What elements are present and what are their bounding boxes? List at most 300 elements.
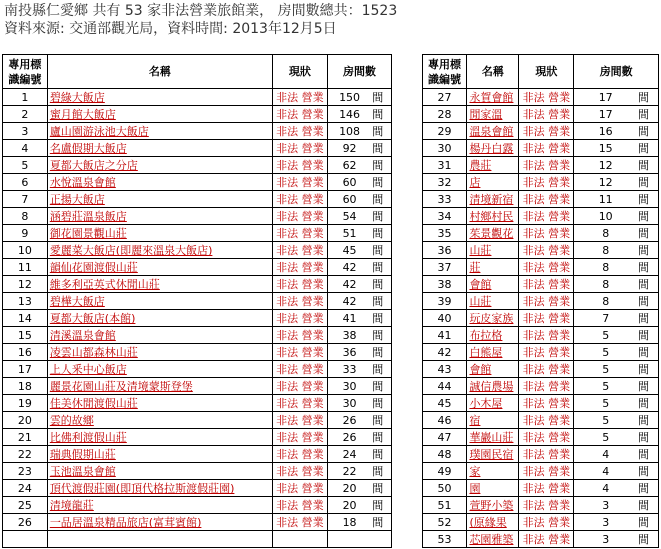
table-row — [3, 89, 659, 106]
hotel-name-link[interactable]: 名盧假期大飯店 — [47, 140, 272, 157]
room-unit: 間 — [371, 174, 391, 191]
row-id: 50 — [422, 480, 467, 497]
room-count: 5 — [574, 395, 637, 412]
status-text: 非法 營業 — [519, 106, 574, 123]
status-text: 非法 營業 — [519, 123, 574, 140]
row-id: 11 — [3, 259, 48, 276]
status-text: 非法 營業 — [272, 446, 327, 463]
row-id: 17 — [3, 361, 48, 378]
left-empty-cell — [47, 531, 272, 548]
hotel-name-link[interactable]: 佳美休閒渡假山莊 — [47, 395, 272, 412]
hotel-table — [2, 54, 659, 548]
status-text: 非法 營業 — [519, 140, 574, 157]
status-text: 非法 營業 — [272, 106, 327, 123]
hotel-name-link[interactable]: 蜜月館大飯店 — [47, 106, 272, 123]
room-count: 146 — [327, 106, 371, 123]
room-count: 42 — [327, 293, 371, 310]
room-unit: 間 — [637, 531, 658, 548]
status-text: 非法 營業 — [272, 514, 327, 531]
status-text: 非法 營業 — [272, 361, 327, 378]
status-text: 非法 營業 — [519, 191, 574, 208]
hotel-name-link[interactable]: 玉池溫泉會館 — [47, 463, 272, 480]
room-unit: 間 — [371, 463, 391, 480]
room-unit: 間 — [371, 378, 391, 395]
room-unit: 間 — [637, 242, 658, 259]
status-text: 非法 營業 — [519, 480, 574, 497]
table-body — [3, 89, 659, 548]
hotel-name-link[interactable]: 夏都大飯店(本館) — [47, 310, 272, 327]
status-text: 非法 營業 — [272, 412, 327, 429]
hotel-name-link[interactable]: 頂代渡假莊園(即頂代格拉斯渡假莊園) — [47, 480, 272, 497]
room-unit: 間 — [371, 123, 391, 140]
room-unit: 間 — [371, 276, 391, 293]
status-text: 非法 營業 — [272, 429, 327, 446]
room-count: 26 — [327, 429, 371, 446]
status-text: 非法 營業 — [272, 174, 327, 191]
column-spacer — [392, 497, 423, 514]
table-row — [3, 429, 659, 446]
room-unit: 間 — [371, 429, 391, 446]
status-text: 非法 營業 — [272, 310, 327, 327]
room-unit: 間 — [371, 497, 391, 514]
row-id: 47 — [422, 429, 467, 446]
hotel-name-link[interactable]: 楊丹白露 — [467, 140, 519, 157]
room-count: 18 — [327, 514, 371, 531]
table-row — [3, 361, 659, 378]
table-row — [3, 412, 659, 429]
column-spacer — [392, 140, 423, 157]
hotel-name-link[interactable]: 農莊 — [467, 157, 519, 174]
room-unit: 間 — [637, 259, 658, 276]
room-count: 38 — [327, 327, 371, 344]
table-row — [3, 344, 659, 361]
room-count: 12 — [574, 157, 637, 174]
hotel-name-link[interactable]: 清境龍莊 — [47, 497, 272, 514]
hotel-name-link[interactable]: 夏都大飯店之分店 — [47, 157, 272, 174]
room-count: 5 — [574, 361, 637, 378]
table-row — [3, 327, 659, 344]
row-id: 52 — [422, 514, 467, 531]
hotel-name-link[interactable]: 上人釆中心飯店 — [47, 361, 272, 378]
room-count: 41 — [327, 310, 371, 327]
room-count: 54 — [327, 208, 371, 225]
room-count: 60 — [327, 174, 371, 191]
status-text: 非法 營業 — [272, 344, 327, 361]
row-id: 1 — [3, 89, 48, 106]
room-unit: 間 — [637, 89, 658, 106]
hotel-name-link[interactable]: 白熊屋 — [467, 344, 519, 361]
status-text: 非法 營業 — [272, 191, 327, 208]
table-row — [3, 123, 659, 140]
column-spacer — [392, 106, 423, 123]
status-text: 非法 營業 — [519, 89, 574, 106]
table-row — [3, 446, 659, 463]
column-spacer — [392, 327, 423, 344]
hotel-name-link[interactable]: 麗景花園山莊及清境蒙斯登堡 — [47, 378, 272, 395]
status-text: 非法 營業 — [272, 293, 327, 310]
hotel-name-link[interactable]: 凌雲山都森林山莊 — [47, 344, 272, 361]
room-count: 5 — [574, 378, 637, 395]
room-unit: 間 — [371, 140, 391, 157]
hotel-name-link[interactable]: 玩皮家族 — [467, 310, 519, 327]
room-count: 17 — [574, 89, 637, 106]
table-row — [3, 463, 659, 480]
room-unit: 間 — [637, 463, 658, 480]
column-spacer — [392, 89, 423, 106]
row-id: 35 — [422, 225, 467, 242]
hotel-name-link[interactable]: 村鄉村民 — [467, 208, 519, 225]
data-source: 資料來源: 交通部觀光局，資料時間: 2013年12月5日 — [4, 21, 337, 37]
room-count: 8 — [574, 276, 637, 293]
room-unit: 間 — [637, 378, 658, 395]
status-text: 非法 營業 — [519, 378, 574, 395]
column-spacer — [392, 242, 423, 259]
table-row — [3, 242, 659, 259]
room-unit: 間 — [371, 89, 391, 106]
room-count: 36 — [327, 344, 371, 361]
room-unit: 間 — [371, 344, 391, 361]
row-id: 29 — [422, 123, 467, 140]
hotel-name-link[interactable]: 御花園景觀山莊 — [47, 225, 272, 242]
hotel-name-link[interactable]: 會館 — [467, 361, 519, 378]
hotel-name-link[interactable]: 溫泉會館 — [467, 123, 519, 140]
hotel-name-link[interactable]: 碧綠大飯店 — [47, 89, 272, 106]
room-unit: 間 — [637, 497, 658, 514]
room-count: 10 — [574, 208, 637, 225]
hotel-name-link[interactable]: 芯園雅築 — [467, 531, 519, 548]
room-unit: 間 — [637, 429, 658, 446]
column-spacer — [392, 395, 423, 412]
hotel-name-link[interactable]: 清境新宿 — [467, 191, 519, 208]
hotel-name-link[interactable]: 小木屋 — [467, 395, 519, 412]
room-unit: 間 — [371, 242, 391, 259]
room-count: 108 — [327, 123, 371, 140]
row-id: 38 — [422, 276, 467, 293]
row-id: 40 — [422, 310, 467, 327]
room-unit: 間 — [637, 293, 658, 310]
status-text: 非法 營業 — [519, 395, 574, 412]
hotel-name-link[interactable]: 維多利亞英式休閒山莊 — [47, 276, 272, 293]
column-spacer — [392, 429, 423, 446]
col-status-header-right: 現狀 — [519, 55, 574, 89]
row-id: 20 — [3, 412, 48, 429]
row-id: 13 — [3, 293, 48, 310]
status-text: 非法 營業 — [519, 463, 574, 480]
room-unit: 間 — [637, 123, 658, 140]
room-count: 30 — [327, 378, 371, 395]
room-unit: 間 — [371, 191, 391, 208]
hotel-name-link[interactable]: 華巖山莊 — [467, 429, 519, 446]
row-id: 12 — [3, 276, 48, 293]
row-id: 24 — [3, 480, 48, 497]
room-unit: 間 — [371, 157, 391, 174]
row-id: 22 — [3, 446, 48, 463]
room-count: 15 — [574, 140, 637, 157]
hotel-name-link[interactable]: 水悅溫泉會館 — [47, 174, 272, 191]
hotel-name-link[interactable]: 山莊 — [467, 242, 519, 259]
hotel-name-link[interactable]: 愛麗菜大飯店(即麗來溫泉大飯店) — [47, 242, 272, 259]
status-text: 非法 營業 — [519, 310, 574, 327]
left-empty-cell — [3, 531, 48, 548]
status-text: 非法 營業 — [272, 140, 327, 157]
status-text: 非法 營業 — [519, 446, 574, 463]
room-unit: 間 — [637, 140, 658, 157]
col-rooms-header-right: 房間數 — [574, 55, 659, 89]
row-id: 46 — [422, 412, 467, 429]
room-count: 11 — [574, 191, 637, 208]
row-id: 25 — [3, 497, 48, 514]
hotel-name-link[interactable]: 園 — [467, 480, 519, 497]
table-header-row — [3, 55, 659, 89]
room-unit: 間 — [371, 106, 391, 123]
row-id: 7 — [3, 191, 48, 208]
room-unit: 間 — [637, 191, 658, 208]
row-id: 10 — [3, 242, 48, 259]
column-spacer — [392, 480, 423, 497]
row-id: 28 — [422, 106, 467, 123]
column-spacer — [392, 293, 423, 310]
col-status-header: 現狀 — [272, 55, 327, 89]
hotel-name-link[interactable]: 誠信農場 — [467, 378, 519, 395]
room-unit: 間 — [637, 276, 658, 293]
table-row — [3, 276, 659, 293]
column-spacer — [392, 531, 423, 548]
room-unit: 間 — [637, 174, 658, 191]
column-spacer — [392, 361, 423, 378]
row-id: 26 — [3, 514, 48, 531]
column-spacer — [392, 412, 423, 429]
table-row — [3, 157, 659, 174]
room-unit: 間 — [637, 208, 658, 225]
hotel-name-link[interactable]: 一品居溫泉精品旅店(富茸賓館) — [47, 514, 272, 531]
row-id: 37 — [422, 259, 467, 276]
room-unit: 間 — [371, 225, 391, 242]
table-row — [3, 106, 659, 123]
hotel-name-link[interactable]: 山莊 — [467, 293, 519, 310]
status-text: 非法 營業 — [272, 123, 327, 140]
column-spacer — [392, 225, 423, 242]
status-text: 非法 營業 — [519, 327, 574, 344]
row-id: 53 — [422, 531, 467, 548]
row-id: 30 — [422, 140, 467, 157]
room-count: 5 — [574, 412, 637, 429]
hotel-name-link[interactable]: 瑞典假期山莊 — [47, 446, 272, 463]
status-text: 非法 營業 — [272, 276, 327, 293]
page-title: 南投縣仁愛鄉 共有 53 家非法營業旅館業， 房間數總共：1523 — [4, 3, 398, 19]
status-text: 非法 營業 — [272, 395, 327, 412]
room-unit: 間 — [637, 361, 658, 378]
hotel-name-link[interactable]: (原緣果 — [467, 514, 519, 531]
room-count: 8 — [574, 259, 637, 276]
status-text: 非法 營業 — [272, 259, 327, 276]
row-id: 4 — [3, 140, 48, 157]
room-unit: 間 — [371, 327, 391, 344]
status-text: 非法 營業 — [519, 531, 574, 548]
col-rooms-header: 房間數 — [327, 55, 391, 89]
status-text: 非法 營業 — [519, 497, 574, 514]
table-row — [3, 208, 659, 225]
room-count: 8 — [574, 242, 637, 259]
hotel-name-link[interactable]: 萱野小築 — [467, 497, 519, 514]
column-spacer — [392, 276, 423, 293]
table-row — [3, 531, 659, 548]
room-unit: 間 — [637, 310, 658, 327]
status-text: 非法 營業 — [272, 497, 327, 514]
room-count: 3 — [574, 514, 637, 531]
room-count: 30 — [327, 395, 371, 412]
row-id: 19 — [3, 395, 48, 412]
table-row — [3, 514, 659, 531]
row-id: 42 — [422, 344, 467, 361]
hotel-name-link[interactable]: 永賀會館 — [467, 89, 519, 106]
row-id: 32 — [422, 174, 467, 191]
column-spacer — [392, 259, 423, 276]
hotel-name-link[interactable]: 碧樺大飯店 — [47, 293, 272, 310]
row-id: 43 — [422, 361, 467, 378]
column-spacer — [392, 463, 423, 480]
room-unit: 間 — [637, 446, 658, 463]
status-text: 非法 營業 — [519, 208, 574, 225]
hotel-name-link[interactable]: 莊 — [467, 259, 519, 276]
status-text: 非法 營業 — [272, 463, 327, 480]
room-count: 20 — [327, 480, 371, 497]
table-row — [3, 174, 659, 191]
room-count: 60 — [327, 191, 371, 208]
row-id: 2 — [3, 106, 48, 123]
room-unit: 間 — [371, 514, 391, 531]
left-empty-cell — [371, 531, 391, 548]
room-count: 42 — [327, 276, 371, 293]
status-text: 非法 營業 — [519, 429, 574, 446]
hotel-name-link[interactable]: 布拉格 — [467, 327, 519, 344]
room-count: 33 — [327, 361, 371, 378]
status-text: 非法 營業 — [519, 225, 574, 242]
hotel-name-link[interactable]: 廬山園游泳池大飯店 — [47, 123, 272, 140]
column-spacer — [392, 55, 423, 89]
room-unit: 間 — [637, 514, 658, 531]
status-text: 非法 營業 — [272, 480, 327, 497]
row-id: 27 — [422, 89, 467, 106]
hotel-name-link[interactable]: 韻仙花園渡假山莊 — [47, 259, 272, 276]
status-text: 非法 營業 — [519, 276, 574, 293]
status-text: 非法 營業 — [519, 174, 574, 191]
hotel-name-link[interactable]: 宿 — [467, 412, 519, 429]
table-row — [3, 259, 659, 276]
room-count: 12 — [574, 174, 637, 191]
room-unit: 間 — [371, 395, 391, 412]
column-spacer — [392, 310, 423, 327]
col-id-header-right: 專用標識編號 — [422, 55, 467, 89]
room-unit: 間 — [371, 412, 391, 429]
row-id: 3 — [3, 123, 48, 140]
row-id: 9 — [3, 225, 48, 242]
row-id: 14 — [3, 310, 48, 327]
row-id: 41 — [422, 327, 467, 344]
row-id: 15 — [3, 327, 48, 344]
room-unit: 間 — [371, 480, 391, 497]
hotel-name-link[interactable]: 家 — [467, 463, 519, 480]
col-id-header: 專用標識編號 — [3, 55, 48, 89]
column-spacer — [392, 174, 423, 191]
row-id: 51 — [422, 497, 467, 514]
status-text: 非法 營業 — [519, 157, 574, 174]
status-text: 非法 營業 — [272, 157, 327, 174]
page-header — [4, 2, 397, 38]
status-text: 非法 營業 — [272, 378, 327, 395]
table-row — [3, 310, 659, 327]
hotel-name-link[interactable]: 雲的故鄉 — [47, 412, 272, 429]
hotel-name-link[interactable]: 茱景觀花 — [467, 225, 519, 242]
room-unit: 間 — [371, 293, 391, 310]
row-id: 8 — [3, 208, 48, 225]
status-text: 非法 營業 — [272, 327, 327, 344]
status-text: 非法 營業 — [519, 514, 574, 531]
row-id: 44 — [422, 378, 467, 395]
hotel-name-link[interactable]: 正揚大飯店 — [47, 191, 272, 208]
room-unit: 間 — [637, 395, 658, 412]
hotel-name-link[interactable]: 涵碧莊溫泉飯店 — [47, 208, 272, 225]
hotel-name-link[interactable]: 會館 — [467, 276, 519, 293]
row-id: 34 — [422, 208, 467, 225]
column-spacer — [392, 157, 423, 174]
room-count: 22 — [327, 463, 371, 480]
room-count: 3 — [574, 497, 637, 514]
column-spacer — [392, 191, 423, 208]
room-count: 92 — [327, 140, 371, 157]
row-id: 5 — [3, 157, 48, 174]
hotel-name-link[interactable]: 清溪溫泉會館 — [47, 327, 272, 344]
hotel-name-link[interactable]: 比佛利渡假山莊 — [47, 429, 272, 446]
room-count: 4 — [574, 446, 637, 463]
row-id: 18 — [3, 378, 48, 395]
hotel-name-link[interactable]: 璞園民宿 — [467, 446, 519, 463]
table-row — [3, 480, 659, 497]
hotel-name-link[interactable]: 閒家溫 — [467, 106, 519, 123]
room-count: 5 — [574, 344, 637, 361]
status-text: 非法 營業 — [519, 412, 574, 429]
column-spacer — [392, 514, 423, 531]
table-row — [3, 378, 659, 395]
room-unit: 間 — [371, 446, 391, 463]
row-id: 23 — [3, 463, 48, 480]
hotel-name-link[interactable]: 店 — [467, 174, 519, 191]
column-spacer — [392, 208, 423, 225]
row-id: 39 — [422, 293, 467, 310]
table-row — [3, 191, 659, 208]
column-spacer — [392, 123, 423, 140]
room-unit: 間 — [371, 310, 391, 327]
room-count: 20 — [327, 497, 371, 514]
row-id: 31 — [422, 157, 467, 174]
room-count: 24 — [327, 446, 371, 463]
row-id: 45 — [422, 395, 467, 412]
row-id: 48 — [422, 446, 467, 463]
room-count: 42 — [327, 259, 371, 276]
status-text: 非法 營業 — [272, 89, 327, 106]
room-count: 62 — [327, 157, 371, 174]
room-count: 8 — [574, 293, 637, 310]
room-count: 7 — [574, 310, 637, 327]
table-row — [3, 293, 659, 310]
room-unit: 間 — [637, 412, 658, 429]
row-id: 6 — [3, 174, 48, 191]
table-row — [3, 497, 659, 514]
room-unit: 間 — [371, 361, 391, 378]
room-count: 16 — [574, 123, 637, 140]
col-name-header-right: 名稱 — [467, 55, 519, 89]
left-empty-cell — [327, 531, 371, 548]
room-unit: 間 — [371, 259, 391, 276]
